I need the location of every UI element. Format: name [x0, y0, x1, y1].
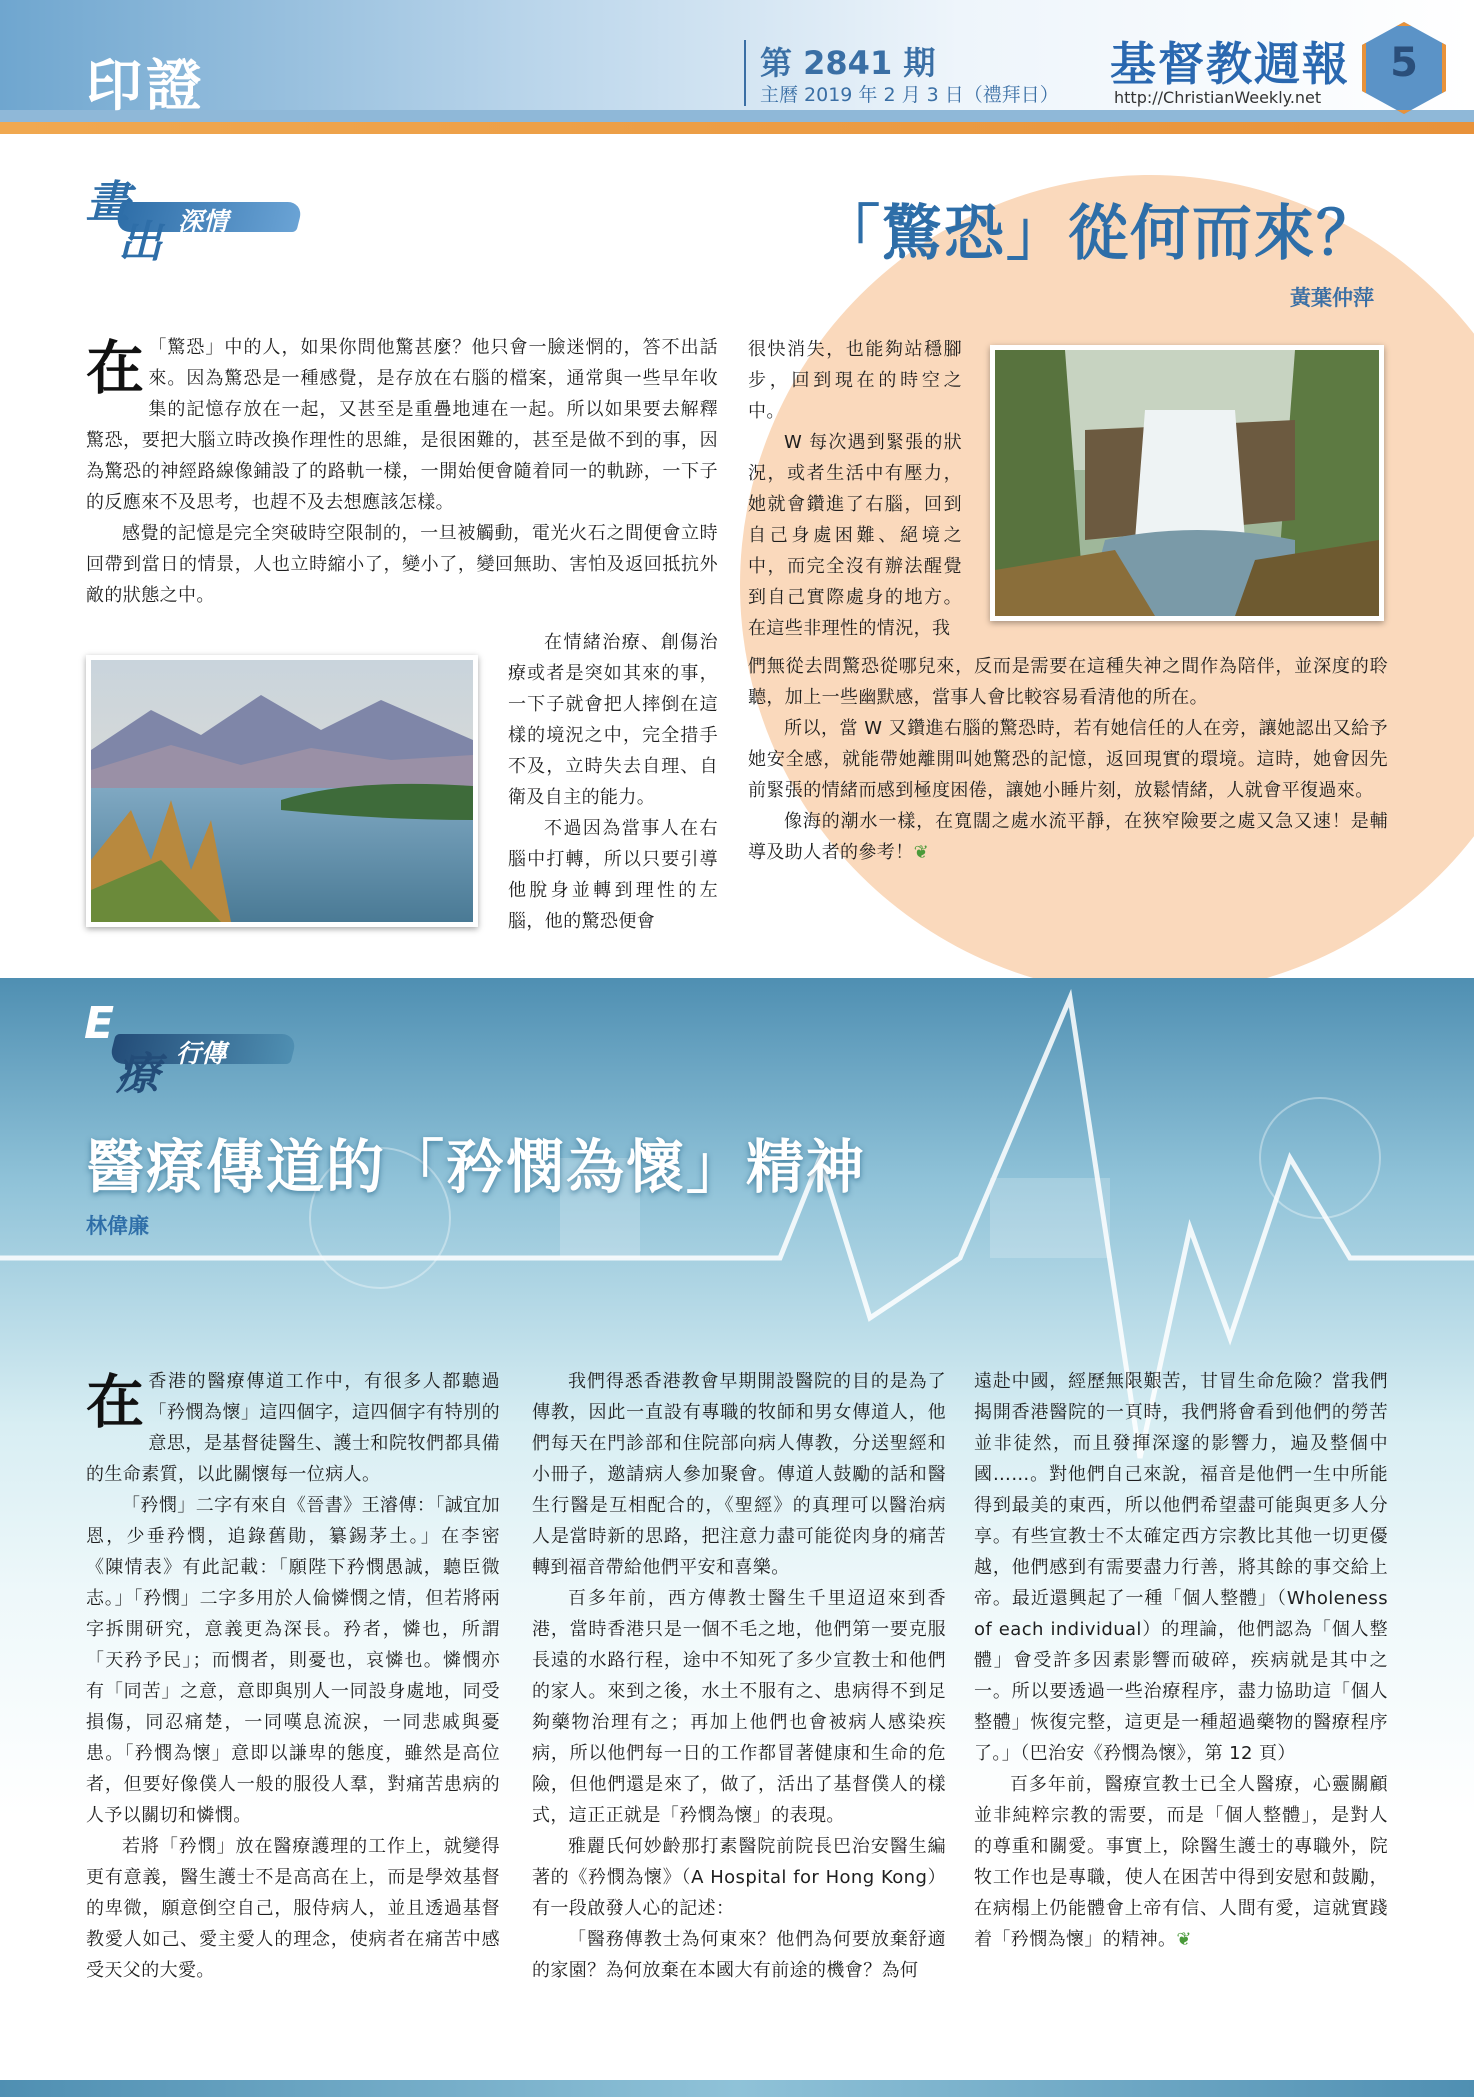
- paragraph: [974, 1769, 1388, 1955]
- paragraph: 「矜憫」二字有來自《晉書》王濬傳：「誠宜加恩，少垂矜憫，追錄舊勛，纂錫茅土。」在李密《陳情表》有此記載：「願陛下矜憫愚誠，聽臣微志。」「矜憫」二字多用於人倫憐憫之情，但若將兩字拆開研究，意義更為深長。矜者，憐也，所謂「天矜予民」；而憫者，則憂也，哀憐也。憐憫亦有「同苦」之意，意即與別人一同設身處地，同受損傷，同忍痛楚，一同嘆息流淚，一同悲戚與憂患。「矜憫為懷」意即以謙卑的態度，雖然是高位者，但要好像僕人一般的服役人羣，對痛苦患病的人予以關切和憐憫。: [86, 1495, 500, 1826]
- article-author: 林偉廉: [86, 1214, 149, 1238]
- paragraph: 香港的醫療傳道工作中，有很多人都聽過「矜憫為懷」這四個字，這四個字有特別的意思，是基督徒醫生、護士和院牧們都具備的生命素質，以此關懷每一位病人。: [86, 1371, 500, 1485]
- issue-number: 第 2841 期: [760, 44, 936, 82]
- column-tag-char-2: 出: [118, 217, 162, 268]
- paragraph: 們無從去問驚恐從哪兒來，反而是需要在這種失神之間作為陪伴，並深度的聆聽，加上一些幽默感，當事人會比較容易看清他的所在。: [748, 656, 1388, 708]
- paragraph: 感覺的記憶是完全突破時空限制的，一旦被觸動，電光火石之間便會立時回帶到當日的情景，人也立時縮小了，變小了，變回無助、害怕及返回抵抗外敵的狀態之中。: [86, 523, 718, 606]
- footer-stripe: [0, 2080, 1474, 2097]
- header-stripe-blue: [0, 110, 1474, 122]
- article-column-1-narrow: [508, 627, 718, 937]
- column-tag-char-2: 療: [116, 1049, 160, 1100]
- paragraph: 在情緒治療、創傷治療或者是突如其來的事，一下子就會把人摔倒在這樣的境況之中，完全措手不及，立時失去自理、自衛及自主的能力。: [508, 632, 718, 808]
- column-tag-label: 深情: [178, 207, 229, 236]
- closing-paragraph: 像海的潮水一樣，在寬闊之處水流平靜，在狹窄險要之處又急又速！是輔導及助人者的參考！: [748, 811, 1388, 863]
- closing-paragraph: 百多年前，醫療宣教士已全人醫療，心靈關顧並非純粹宗教的需要，而是「個人整體」，是對人的尊重和關愛。事實上，除醫生護士的專職外，院牧工作也是專職，使人在困苦中得到安慰和鼓勵，在病榻上仍能體會上帝有信、人間有愛，這就實踐着「矜憫為懷」的精神。: [974, 1774, 1388, 1950]
- article-author: 黃葉仲萍: [1290, 286, 1374, 310]
- paragraph: 遠赴中國，經歷無限艱苦，甘冒生命危險？當我們揭開香港醫院的一頁時，我們將會看到他們的勞苦並非徒然，而且發揮深邃的影響力，遍及整個中國……。對他們自己來說，福音是他們一生中所能得到最美的東西，所以他們希望盡可能與更多人分享。有些宣教士不太確定西方宗教比其他一切更優越，他們感到有需要盡力行善，將其餘的事交給上帝。最近還興起了一種「個人整體」（Wholeness of each individual）的理論，他們認為「個人整體」會受許多因素影響而破碎，疾病就是其中之一。所以要透過一些治療程序，盡力協助這「個人整體」恢復完整，這更是一種超過藥物的醫療程序了。」（巴治安《矜憫為懷》，第 12 頁）: [974, 1371, 1388, 1764]
- paragraph: 我們得悉香港教會早期開設醫院的目的是為了傳教，因此一直設有專職的牧師和男女傳道人，他們每天在門診部和住院部向病人傳教，分送聖經和小冊子，邀請病人參加聚會。傳道人鼓勵的話和醫生行醫是互相配合的，《聖經》的真理可以醫治病人是當時新的思路，把注意力盡可能從肉身的痛苦轉到福音帶給他們平安和喜樂。: [532, 1371, 946, 1578]
- article-title: 「驚恐」從何而來？: [820, 199, 1378, 269]
- newspaper-url[interactable]: http://ChristianWeekly.net: [1114, 88, 1322, 107]
- drop-cap: 在: [86, 334, 145, 402]
- header-stripe-orange: [0, 122, 1474, 134]
- lake-painting-image: [86, 655, 478, 927]
- column-tag-char-1: E: [84, 998, 115, 1049]
- article-column-3: [974, 1366, 1388, 1955]
- newspaper-logo: 基督教週報: [1110, 37, 1350, 91]
- drop-cap: 在: [86, 1368, 145, 1436]
- page-number: 5: [1390, 40, 1418, 86]
- paragraph: 不過因為當事人在右腦中打轉，所以只要引導他脫身並轉到理性的左腦，他的驚恐便會: [508, 818, 718, 932]
- header-divider: [744, 40, 746, 106]
- paragraph: 雅麗氏何妙齡那打素醫院前院長巴治安醫生編著的《矜憫為懷》（A Hospital for Hong Kong）有一段啟發人心的記述：: [532, 1836, 946, 1919]
- article-title: 醫療傳道的「矜憫為懷」精神: [86, 1133, 867, 1201]
- sprout-icon: ❦: [913, 842, 930, 863]
- paragraph: 「驚恐」中的人，如果你問他驚甚麼？他只會一臉迷惘的，答不出話來。因為驚恐是一種感覺，是存放在右腦的檔案，通常與一些早年收集的記憶存放在一起，又甚至是重疊地連在一起。所以如果要去解釋驚恐，要把大腦立時改換作理性的思維，是很困難的，甚至是做不到的事，因為驚恐的神經路線像鋪設了的路軌一樣，一開始便會隨着同一的軌跡，一下子的反應來不及思考，也趕不及去想應該怎樣。: [86, 337, 718, 513]
- paragraph: 百多年前，西方傳教士醫生千里迢迢來到香港，當時香港只是一個不毛之地，他們第一要克服長遠的水路行程，途中不知死了多少宣教士和他們的家人。來到之後，水土不服有之、患病得不到足夠藥物治理有之；再加上他們也會被病人感染疾病，所以他們每一日的工作都冒著健康和生命的危險，但他們還是來了，做了，活出了基督僕人的樣式，這正正就是「矜憫為懷」的表現。: [532, 1588, 946, 1826]
- column-tag-char-1: 畫: [86, 177, 130, 228]
- paragraph: W 每次遇到緊張的狀況，或者生活中有壓力，她就會鑽進了右腦，回到自己身處困難、絕境之中，而完全沒有辦法醒覺到自己實際處身的地方。在這些非理性的情況，我: [748, 432, 962, 639]
- sprout-icon: ❦: [1176, 1929, 1192, 1950]
- article-column-1: [86, 332, 718, 611]
- section-title: 印證: [86, 54, 206, 119]
- paragraph: [748, 806, 1388, 868]
- article-column-2-narrow: [748, 334, 962, 644]
- issue-date: 主曆 2019 年 2 月 3 日（禮拜日）: [760, 84, 1059, 106]
- column-tag-label: 行傳: [176, 1039, 227, 1068]
- paragraph: 「醫務傳教士為何東來？他們為何要放棄舒適的家園？為何放棄在本國大有前途的機會？為何: [532, 1929, 946, 1981]
- article-column-1: [86, 1366, 500, 1986]
- paragraph: 很快消失，也能夠站穩腳步，回到現在的時空之中。: [748, 339, 962, 422]
- paragraph: 所以，當 W 又鑽進右腦的驚恐時，若有她信任的人在旁，讓她認出又給予她安全感，就能帶她離開叫她驚恐的記憶，返回現實的環境。這時，她會因先前緊張的情緒而感到極度困倦，讓她小睡片刻，放鬆情緒，人就會平復過來。: [748, 718, 1388, 801]
- paragraph: 若將「矜憫」放在醫療護理的工作上，就變得更有意義，醫生護士不是高高在上，而是學效基督的卑微，願意倒空自己，服侍病人，並且透過基督教愛人如己、愛主愛人的理念，使病者在痛苦中感受天父的大愛。: [86, 1836, 500, 1981]
- waterfall-painting-image: [990, 345, 1384, 621]
- article-column-2-wide: [748, 651, 1388, 868]
- article-column-2: [532, 1366, 946, 1986]
